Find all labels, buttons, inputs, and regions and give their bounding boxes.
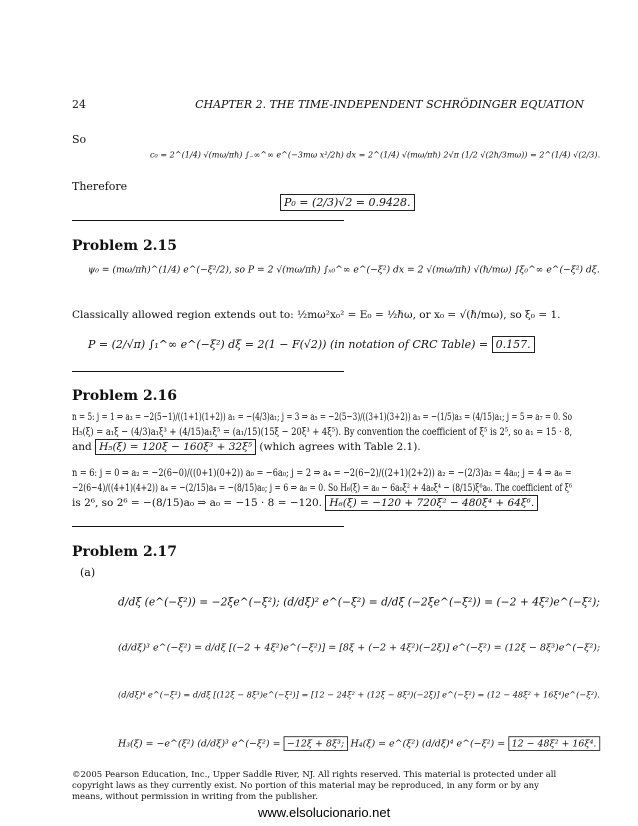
section-divider	[72, 371, 344, 372]
so-label: So	[72, 133, 87, 146]
therefore-label: Therefore	[72, 180, 128, 193]
n5-line-3-post: (which agrees with Table 2.1).	[259, 441, 421, 453]
equation-c0: c₀ = 2^(1/4) √(mω/πℏ) ∫₋∞^∞ e^(−3mω x²/2ℏ) dx = 2^(1/4) √(mω/πℏ) 2√π (1/2 √(2ℏ/3mω)) = 2^(1/4) √(2/3).	[150, 150, 601, 160]
p0-answer-box: P₀ = (2/3)√2 = 0.9428.	[280, 194, 415, 211]
n5-line-2: H₅(ξ) = a₁ξ − (4/3)a₁ξ³ + (4/15)a₁ξ⁵ = (a₁/15)(15ξ − 20ξ³ + 4ξ⁵). By convention the coefficient of ξ⁵ is 2⁵, so a₁ = 15 · 8,	[72, 426, 573, 438]
h3-left: H₃(ξ) = −e^(ξ²) (d/dξ)³ e^(−ξ²) =	[118, 738, 281, 750]
part-a-label: (a)	[80, 566, 96, 579]
page-number: 24	[72, 98, 86, 111]
classical-region-text: Classically allowed region extends out to: ½mω²x₀² = E₀ = ½ℏω, or x₀ = √(ℏ/mω), so ξ₀ = 1.	[72, 309, 561, 321]
problem-2-16-heading: Problem 2.16	[72, 388, 178, 404]
equation-p-left: P = (2/√π) ∫₁^∞ e^(−ξ²) dξ = 2(1 − F(√2)) (in notation of CRC Table) =	[88, 338, 489, 351]
n6-derivation	[72, 466, 572, 511]
n5-line-3-pre: and	[72, 441, 92, 453]
section-divider	[72, 220, 344, 221]
problem-2-17-heading: Problem 2.17	[72, 544, 178, 560]
equation-derivative-1-2: d/dξ (e^(−ξ²)) = −2ξe^(−ξ²); (d/dξ)² e^(−ξ²) = d/dξ (−2ξe^(−ξ²)) = (−2 + 4ξ²)e^(−ξ²);	[118, 596, 600, 609]
problem-2-15-heading: Problem 2.15	[72, 238, 178, 254]
h4-answer-box: 12 − 48ξ² + 16ξ⁴.	[508, 736, 600, 751]
h6-answer-box: H₆(ξ) = −120 + 720ξ² − 480ξ⁴ + 64ξ⁶.	[325, 495, 538, 511]
n6-line-2: −2(6−4)/((4+1)(4+2)) a₄ = −(2/15)a₄ = −(8/15)a₀; j = 6 ⇒ a₈ = 0. So H₆(ξ) = a₀ − 6a₀ξ² + 4a₀ξ⁴ − (8/15)ξ⁶a₀. The coefficient of ξ⁶	[72, 482, 573, 494]
h4-left: H₄(ξ) = e^(ξ²) (d/dξ)⁴ e^(−ξ²) =	[350, 738, 506, 750]
h3-answer-box: −12ξ + 8ξ³;	[284, 736, 348, 751]
equation-psi0: ψ₀ = (mω/πℏ)^(1/4) e^(−ξ²/2), so P = 2 √(mω/πℏ) ∫ₓ₀^∞ e^(−ξ²) dx = 2 √(mω/πℏ) √(ℏ/mω) ∫ξ₀^∞ e^(−ξ²) dξ.	[88, 264, 600, 275]
equation-p	[88, 338, 535, 351]
n5-derivation	[72, 410, 572, 455]
n6-line-3	[72, 496, 572, 511]
n6-line-1: n = 6: j = 0 ⇒ a₂ = −2(6−0)/((0+1)(0+2)) a₀ = −6a₀; j = 2 ⇒ a₄ = −2(6−2)/((2+1)(2+2)) a₂ = −(2/3)a₂ = 4a₀; j = 4 ⇒ a₆ =	[72, 467, 572, 479]
equation-hermite-3-4	[118, 738, 600, 749]
equation-p0	[280, 196, 415, 209]
equation-derivative-4: (d/dξ)⁴ e^(−ξ²) = d/dξ [(12ξ − 8ξ³)e^(−ξ²)] = [12 − 24ξ² + (12ξ − 8ξ³)(−2ξ)] e^(−ξ²) = (12 − 48ξ² + 16ξ⁴)e^(−ξ²).	[118, 690, 600, 700]
equation-derivative-3: (d/dξ)³ e^(−ξ²) = d/dξ [(−2 + 4ξ²)e^(−ξ²)] = [8ξ + (−2 + 4ξ²)(−2ξ)] e^(−ξ²) = (12ξ − 8ξ³)e^(−ξ²);	[118, 642, 601, 654]
h5-answer-box: H₅(ξ) = 120ξ − 160ξ³ + 32ξ⁵	[95, 439, 256, 455]
source-url[interactable]: www.elsolucionario.net	[258, 805, 391, 820]
n5-line-1: n = 5: j = 1 ⇒ a₃ = −2(5−1)/((1+1)(1+2)) a₁ = −(4/3)a₁; j = 3 ⇒ a₅ = −2(5−3)/((3+1)(3+2)) a₃ = −(1/5)a₃ = (4/15)a₁; j = 5 ⇒ a₇ = 0. So	[72, 411, 573, 423]
n6-line-3-pre: is 2⁶, so 2⁶ = −(8/15)a₀ ⇒ a₀ = −15 · 8 = −120.	[72, 497, 323, 509]
copyright-notice: ©2005 Pearson Education, Inc., Upper Saddle River, NJ. All rights reserved. This material is protected under all copyright laws as they currently exist. No portion of this material may be reproduced, in any form or by any means, without permission in writing from the publisher.	[72, 770, 557, 802]
n5-line-3	[72, 440, 572, 455]
p-answer-box: 0.157.	[492, 336, 535, 353]
section-divider	[72, 526, 344, 527]
chapter-title: CHAPTER 2. THE TIME-INDEPENDENT SCHRÖDINGER EQUATION	[195, 98, 584, 111]
